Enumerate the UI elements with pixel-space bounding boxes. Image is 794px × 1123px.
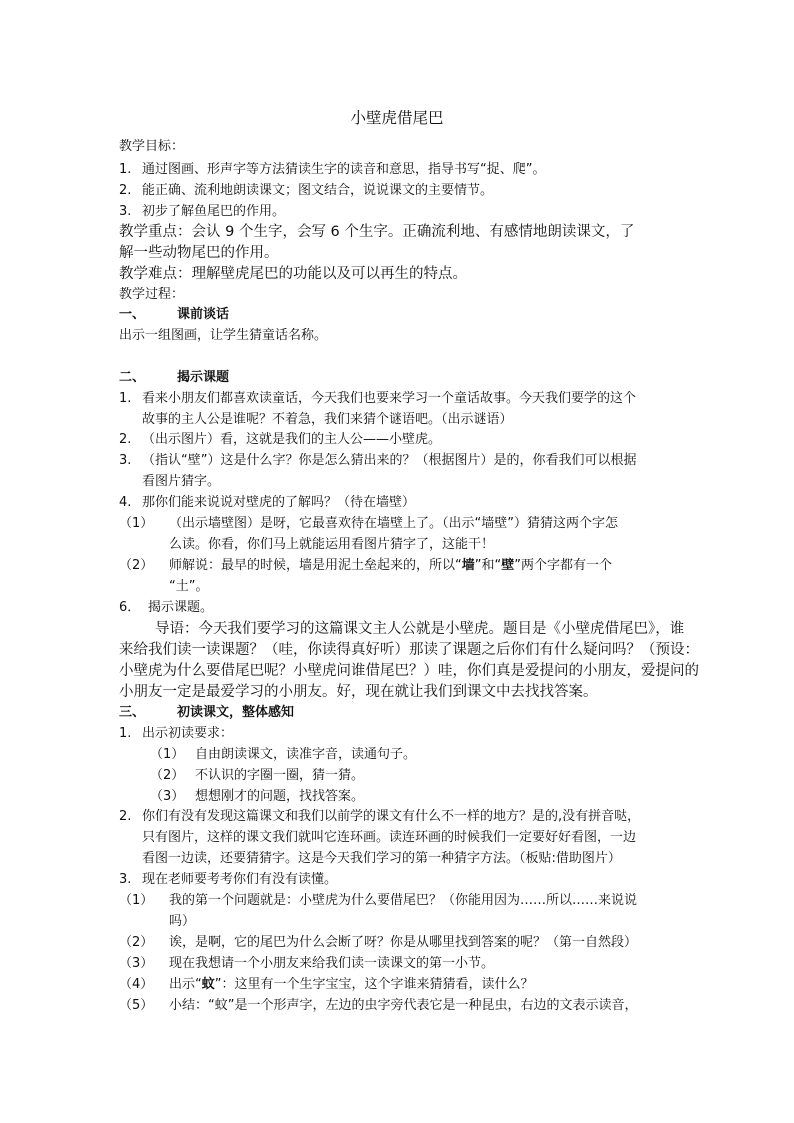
goals-heading: 教学目标：	[119, 139, 185, 154]
section2-item-4: 4. 那你们能来说说对壁虎的了解吗？（待在墙壁）	[119, 495, 416, 510]
intro-para-line3: 小壁虎为什么要借尾巴呢？小壁虎问谁借尾巴？）哇，你们真是爱提问的小朋友，爱提问的	[119, 663, 699, 679]
question-4: （4） 出示“蚊”：这里有一个生字宝宝，这个字谁来猜猜看，读什么？	[119, 977, 534, 992]
section3-item-1: 1. 出示初读要求：	[119, 726, 234, 741]
section2-item-1-cont: 故事的主人公是谁呢？不着急，我们来猜个谜语吧。（出示谜语）	[142, 412, 513, 427]
section2-item-3: 3. （指认“壁”）这是什么字？你是怎么猜出来的？（根据图片）是的，你看我们可以根据	[119, 453, 637, 468]
question-5: （5） 小结：“蚊”是一个形声字，左边的虫字旁代表它是一种昆虫，右边的文表示读音，	[119, 998, 638, 1013]
goal-item-1: 1. 通过图画、形声字等方法猜读生字的读音和意思，指导书写“捉、爬”。	[119, 162, 546, 177]
section2-subitem-2-cont: “土”。	[169, 579, 209, 594]
reading-req-3: （3） 想想刚才的问题，找找答案。	[150, 789, 365, 804]
question-3: （3） 现在我想请一个小朋友来给我们读一读课文的第一小节。	[119, 956, 495, 971]
section1-heading: 一、 课前谈话	[119, 307, 230, 322]
section2-item-1: 1. 看来小朋友们都喜欢读童话，今天我们也要来学习一个童话故事。今天我们要学的这个	[119, 391, 637, 406]
intro-para-line1: 导语：今天我们要学习的这篇课文主人公就是小壁虎。题目是《小壁虎借尾巴》，谁	[155, 621, 685, 637]
section3-heading: 三、 初读课文，整体感知	[119, 705, 295, 720]
section2-subitem-1: （1） （出示墙壁图）是呀，它最喜欢待在墙壁上了。（出示“墙壁”）猜猜这两个字怎	[119, 516, 618, 531]
section2-heading: 二、 揭示课题	[119, 370, 230, 385]
section2-item-6: 6． 揭示课题。	[119, 600, 214, 615]
key-points-line2: 解一些动物尾巴的作用。	[119, 245, 279, 261]
section3-item-3: 3. 现在老师要考考你们有没有读懂。	[119, 872, 338, 887]
section2-item-3-cont: 看图片猜字。	[142, 474, 221, 489]
document-title: 小壁虎借尾巴	[350, 109, 444, 127]
section3-item-2-line3: 看图一边读，还要猜猜字。这是今天我们学习的第一种猜字方法。（板贴:借助图片）	[142, 851, 621, 866]
question-1: （1） 我的第一个问题就是：小壁虎为什么要借尾巴？（你能用因为……所以……来说说	[119, 893, 638, 908]
question-2: （2） 诶，是啊，它的尾巴为什么会断了呀？你是从哪里找到答案的呢？（第一自然段）	[119, 935, 638, 950]
reading-req-1: （1） 自由朗读课文，读准字音，读通句子。	[150, 747, 417, 762]
section1-body: 出示一组图画，让学生猜童话名称。	[119, 328, 328, 343]
section2-item-2: 2. （出示图片）看，这就是我们的主人公——小壁虎。	[119, 432, 442, 447]
process-heading: 教学过程：	[119, 287, 185, 302]
section2-subitem-1-cont: 么读。你看，你们马上就能运用看图片猜字了，这能干！	[169, 537, 495, 552]
intro-para-line2: 来给我们读一读课题？（哇，你读得真好听）那读了课题之后你们有什么疑问吗？（预设：	[119, 642, 699, 658]
section3-item-2: 2. 你们有没有发现这篇课文和我们以前学的课文有什么不一样的地方？是的,没有拼音哒，	[119, 809, 641, 824]
difficulty-text: 教学难点：理解壁虎尾巴的功能以及可以再生的特点。	[119, 266, 467, 282]
section2-subitem-2: （2） 师解说：最早的时候，墙是用泥土垒起来的，所以“墙”和“壁”两个字都有一个	[119, 558, 613, 573]
intro-para-line4: 小朋友一定是最爱学习的小朋友。好，现在就让我们到课文中去找找答案。	[119, 684, 598, 700]
section3-item-2-line2: 只有图片，这样的课文我们就叫它连环画。读连环画的时候我们一定要好好看图，一边	[142, 830, 637, 845]
question-1-cont: 吗）	[169, 914, 196, 929]
key-points-line1: 教学重点：会认 9 个生字，会写 6 个生字。正确流利地、有感情地朗读课文，了	[119, 224, 635, 240]
reading-req-2: （2） 不认识的字圈一圈，猜一猜。	[150, 768, 365, 783]
goal-item-2: 2. 能正确、流利地朗读课文；图文结合，说说课文的主要情节。	[119, 183, 494, 198]
goal-item-3: 3. 初步了解鱼尾巴的作用。	[119, 204, 286, 219]
